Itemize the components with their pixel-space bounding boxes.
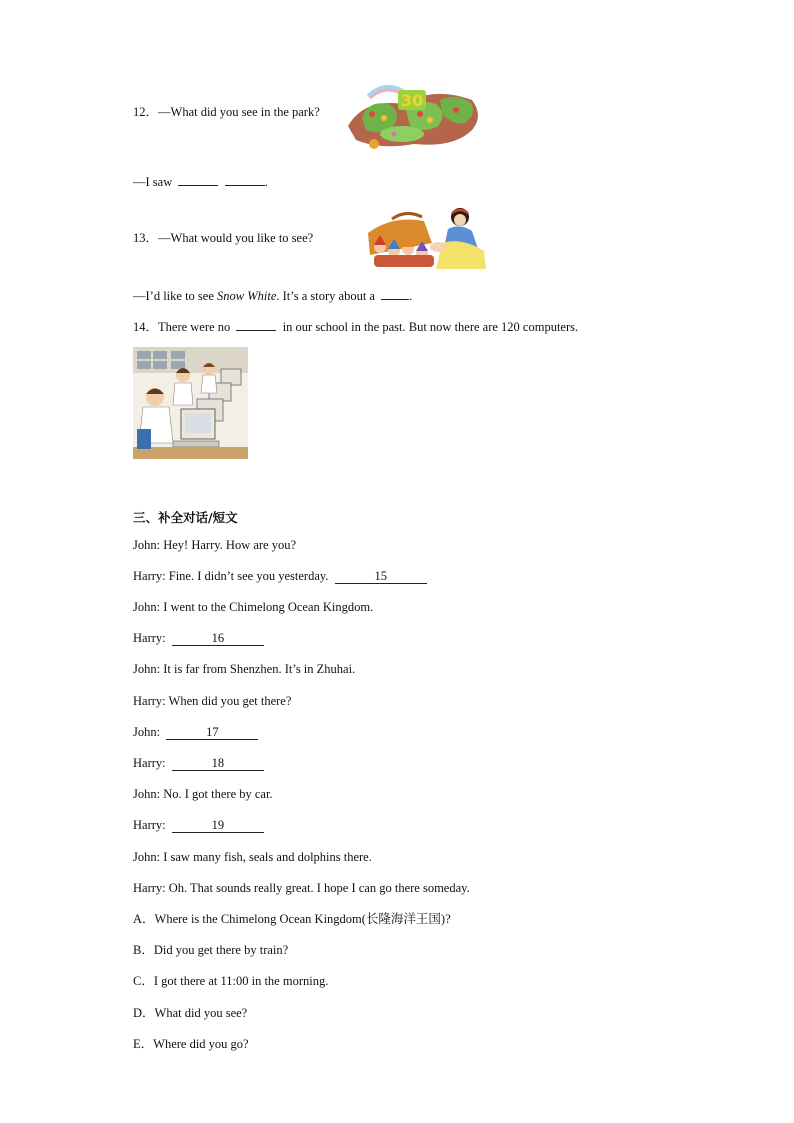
dialogue-line <box>133 724 258 740</box>
option-c: C．I got there at 11:00 in the morning. <box>133 974 329 988</box>
answer-blank[interactable] <box>225 173 265 186</box>
speaker: Harry: <box>133 631 166 645</box>
speaker: John: <box>133 662 161 676</box>
question-number: 13． <box>133 231 159 245</box>
dialogue-line: John: Hey! Harry. How are you? <box>133 538 297 552</box>
answer-blank[interactable] <box>178 173 218 186</box>
dialogue-line: John: I saw many fish, seals and dolphins there. <box>133 850 372 864</box>
question-12-prompt <box>133 104 320 120</box>
answer-blank[interactable]: 15 <box>335 569 427 584</box>
question-13-answer: —I’d like to see Snow White. It’s a story about a . <box>133 289 413 303</box>
option-b: B．Did you get there by train? <box>133 943 289 957</box>
dialogue-line <box>133 817 264 833</box>
dialogue-line <box>133 630 264 646</box>
answer-blank[interactable]: 16 <box>172 631 264 646</box>
computer-room-image <box>133 347 248 459</box>
dialogue-line: John: I went to the Chimelong Ocean Kingdom. <box>133 600 374 614</box>
dialogue-line: Harry: When did you get there? <box>133 694 292 708</box>
speaker: Harry: <box>133 881 166 895</box>
section-heading: 三、补全对话/短文 <box>133 510 238 525</box>
question-13-prompt <box>133 230 313 246</box>
speaker: Harry: <box>133 818 166 832</box>
question-text: —What would you like to see? <box>158 231 314 245</box>
answer-blank[interactable]: 19 <box>172 818 264 833</box>
option-letter: A． <box>133 912 155 926</box>
question-number: 12． <box>133 105 159 119</box>
dialogue-line: Harry: Fine. I didn’t see you yesterday. 15 <box>133 568 427 584</box>
option-e: E．Where did you go? <box>133 1037 249 1051</box>
dialogue-line: Harry: Oh. That sounds really great. I hope I can go there someday. <box>133 881 470 895</box>
answer-blank[interactable] <box>236 318 276 331</box>
answer-blank[interactable]: 18 <box>172 756 264 771</box>
dialogue-line: John: It is far from Shenzhen. It’s in Zhuhai. <box>133 662 356 676</box>
option-letter: B． <box>133 943 154 957</box>
question-12-answer: —I saw . <box>133 175 268 189</box>
speaker: John: <box>133 850 161 864</box>
option-letter: C． <box>133 974 154 988</box>
question-text: —What did you see in the park? <box>158 105 320 119</box>
option-letter: E． <box>133 1037 154 1051</box>
speaker: John: <box>133 600 161 614</box>
park-flowerbeds-image <box>344 78 482 152</box>
speaker: John: <box>133 787 161 801</box>
question-14: 14．There were no in our school in the past. But now there are 120 computers. <box>133 320 579 334</box>
story-title: Snow White <box>217 289 277 303</box>
answer-blank[interactable]: 17 <box>166 725 258 740</box>
speaker: John: <box>133 725 161 739</box>
option-letter: D． <box>133 1006 155 1020</box>
snow-white-image <box>362 203 486 271</box>
dialogue-line: John: No. I got there by car. <box>133 787 273 801</box>
sign-30-text: 30 <box>400 91 424 110</box>
option-a: A．Where is the Chimelong Ocean Kingdom(长隆海洋王国)? <box>133 912 451 926</box>
speaker: Harry: <box>133 694 166 708</box>
answer-blank[interactable] <box>381 287 409 300</box>
speaker: Harry: <box>133 756 166 770</box>
question-number: 14． <box>133 320 159 334</box>
option-d: D．What did you see? <box>133 1006 248 1020</box>
speaker: Harry: <box>133 569 166 583</box>
dialogue-line <box>133 755 264 771</box>
speaker: John: <box>133 538 161 552</box>
